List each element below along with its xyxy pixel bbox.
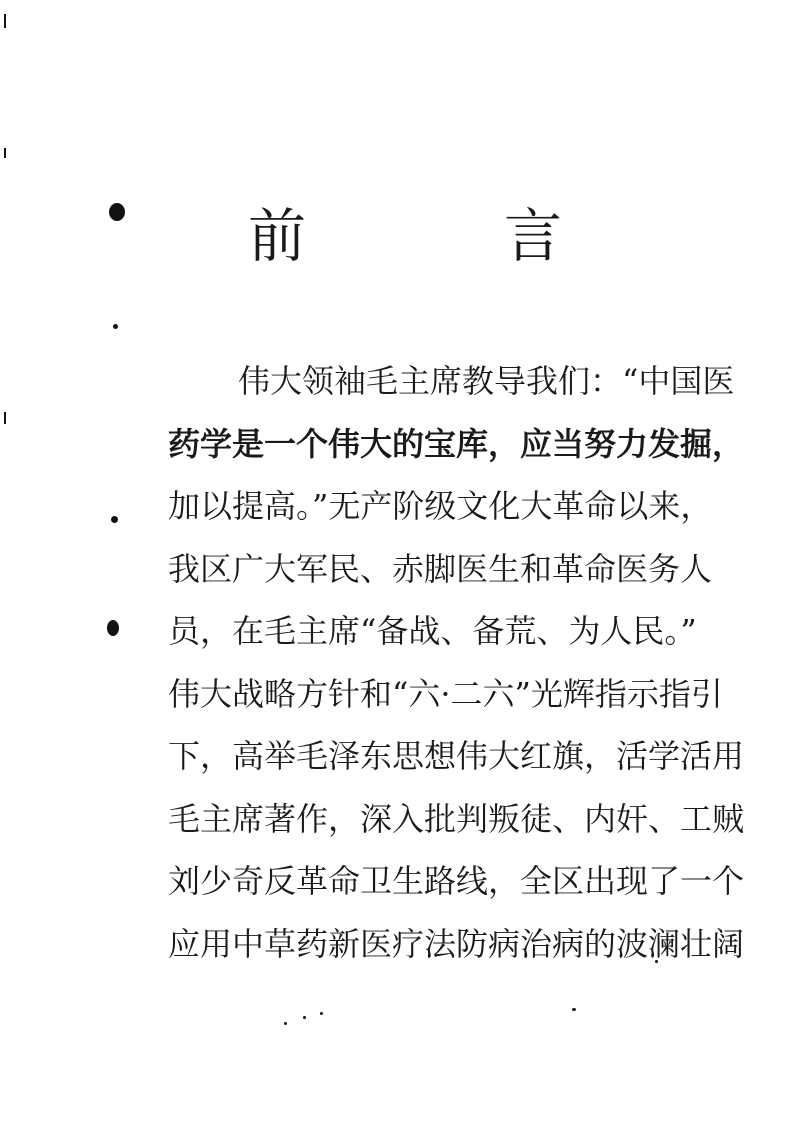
scan-speck-mark <box>572 1008 576 1011</box>
left-edge-mark <box>4 14 6 28</box>
text-line: 药学是一个伟大的宝库，应当努力发掘， <box>168 424 745 463</box>
binding-hole-mark <box>111 516 118 523</box>
left-edge-mark <box>4 148 6 158</box>
text-line: 下，高举毛泽东思想伟大红旗，活学活用 <box>168 737 745 775</box>
text-line: 加以提高。”无产阶级文化大革命以来， <box>168 487 713 525</box>
text-line: 我区广大军民、赤脚医生和革命医务人 <box>168 549 713 588</box>
text-line: 员，在毛主席“备战、备荒、为人民。” <box>168 612 697 650</box>
text-line: 伟大领袖毛主席教导我们：“中国医 <box>238 362 735 400</box>
binding-hole-mark <box>113 324 118 329</box>
scan-speck-mark <box>303 1016 306 1019</box>
scan-speck-mark <box>320 1012 323 1015</box>
left-edge-mark <box>4 412 6 424</box>
body-paragraph <box>168 350 773 975</box>
text-line: 应用中草药新医疗法防病治病的波澜壮阔 <box>168 924 745 963</box>
page-title: 前 言 <box>247 202 632 270</box>
text-line: 刘少奇反革命卫生路线，全区出现了一个 <box>168 862 745 900</box>
scan-speck-mark <box>284 1022 287 1025</box>
binding-hole-mark <box>107 620 119 636</box>
text-line: 毛主席著作，深入批判叛徒、内奸、工贼 <box>168 799 745 838</box>
text-line: 伟大战略方针和“六·二六”光辉指示指引 <box>168 674 723 713</box>
